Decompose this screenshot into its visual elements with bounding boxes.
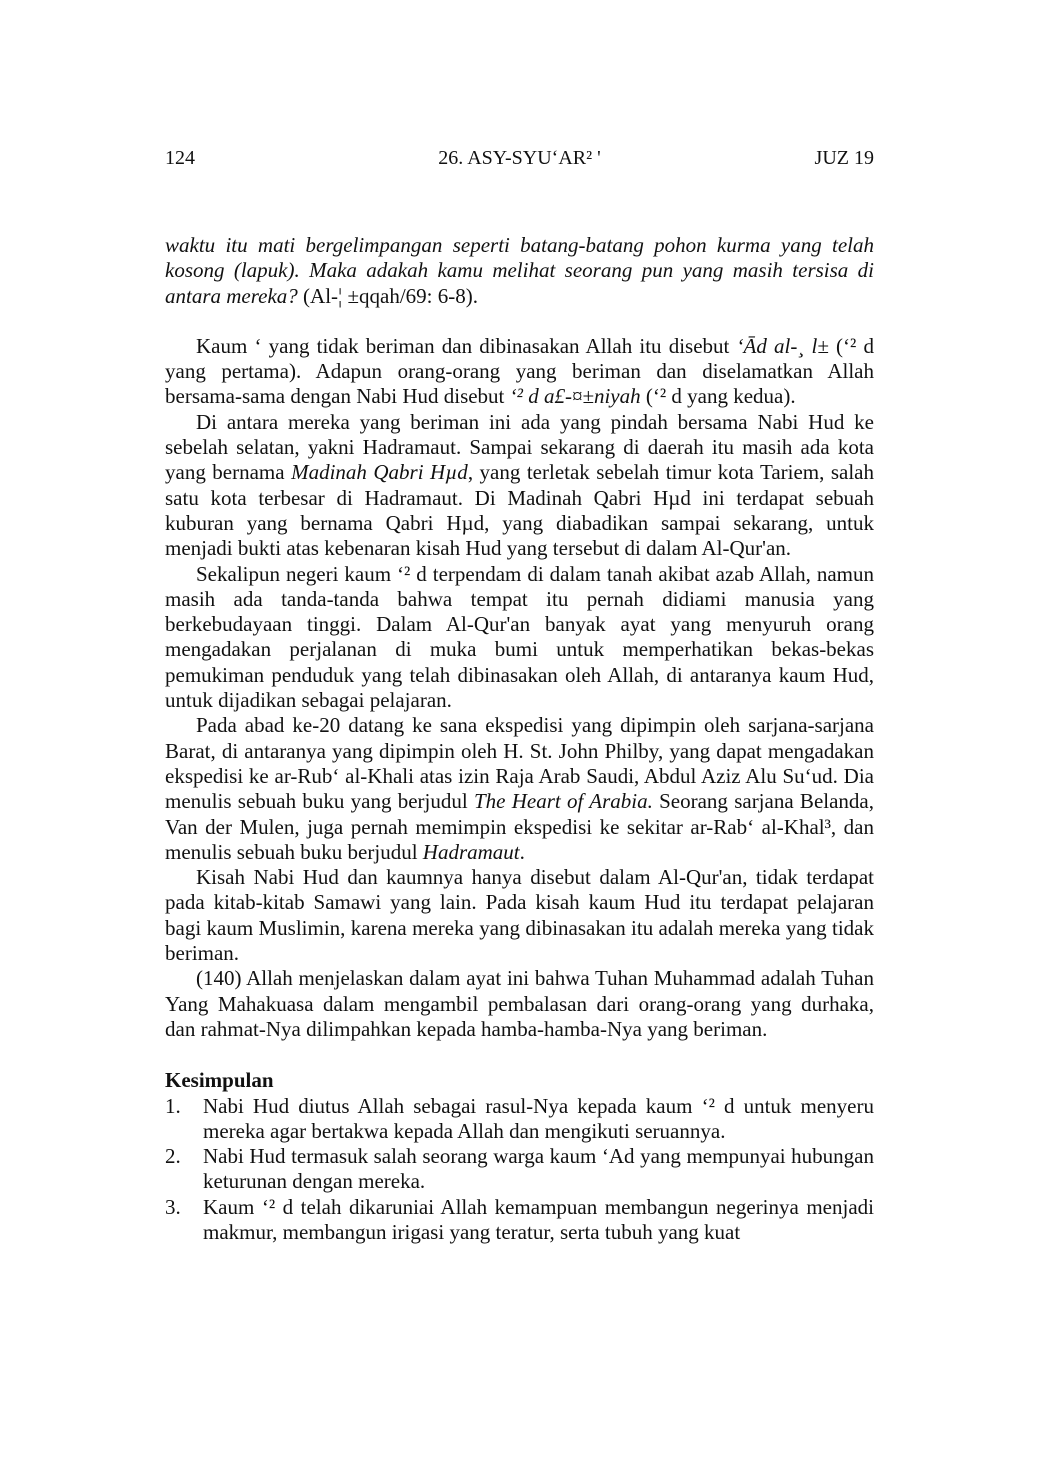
list-item — [165, 1094, 874, 1145]
paragraph-4 — [165, 713, 874, 865]
p2-text-b: , yang terletak sebelah timur kota Tariem, salah satu kota terbesar di Hadramaut. Di Madinah Qabri Hµd ini terdapat sebuah kuburan yang bernama Qabri Hµd, yang diabadikan sampai sekarang, untuk menjadi bukti atas kebenaran kisah Hud yang tersebut di dalam Al-Qur'an. — [165, 460, 874, 561]
spacer — [165, 1042, 874, 1068]
p1-text-b: (‘² d yang pertama). Adapun orang-orang yang beriman dan diselamatkan Allah bersama-sama dengan Nabi Hud disebut — [165, 333, 874, 409]
list-number: 1. — [165, 1093, 181, 1118]
p4-italic-1: The Heart of Arabia. — [473, 789, 653, 814]
page-number: 124 — [165, 147, 195, 169]
paragraph-2 — [165, 410, 874, 562]
paragraph-6: (140) Allah menjelaskan dalam ayat ini bahwa Tuhan Muhammad adalah Tuhan Yang Mahakuasa dalam mengambil pembalasan dari orang-orang yang durhaka, dan rahmat-Nya dilimpahkan kepada hamba-hamba-Nya yang beriman. — [165, 966, 874, 1041]
quote-paragraph — [165, 233, 874, 309]
conclusion-list — [165, 1094, 874, 1246]
list-text: Kaum ‘² d telah dikaruniai Allah kemampuan membangun negerinya menjadi makmur, membangun irigasi yang teratur, serta tubuh yang kuat — [203, 1194, 874, 1244]
paragraph-5: Kisah Nabi Hud dan kaumnya hanya disebut dalam Al-Qur'an, tidak terdapat pada kitab-kitab Samawi yang lain. Pada kisah kaum Hud itu terdapat pelajaran bagi kaum Muslimin, karena mereka yang dibinasakan itu adalah mereka yang tidak beriman. — [165, 865, 874, 966]
list-number: 3. — [165, 1194, 181, 1219]
p2-italic-1: Madinah Qabri Hµd — [291, 460, 468, 485]
p1-text-a: Kaum ‘ yang tidak beriman dan dibinasakan Allah itu disebut — [196, 333, 737, 358]
juz-label: JUZ 19 — [814, 147, 874, 169]
p1-italic-2: ‘² d a£-¤±niyah — [509, 384, 641, 409]
p4-italic-2: Hadramaut — [422, 839, 520, 864]
p4-text-c: . — [519, 839, 525, 864]
list-text: Nabi Hud diutus Allah sebagai rasul-Nya kepada kaum ‘² d untuk menyeru mereka agar bertakwa kepada Allah dan mengikuti seruannya. — [203, 1093, 874, 1143]
spacer — [165, 309, 874, 334]
main-text — [165, 233, 874, 1245]
running-header — [165, 146, 874, 172]
paragraph-3: Sekalipun negeri kaum ‘² d terpendam di dalam tanah akibat azab Allah, namun masih ada tanda-tanda bahwa tempat itu pernah didiami manusia yang berkebudayaan tinggi. Dalam Al-Qur'an banyak ayat yang menyuruh orang mengadakan perjalanan di muka bumi untuk memperhatikan bekas-bekas pemukiman penduduk yang telah dibinasakan oleh Allah, di antaranya kaum Hud, untuk dijadikan sebagai pelajaran. — [165, 561, 874, 713]
p4-text-a: Pada abad ke-20 datang ke sana ekspedisi yang dipimpin oleh sarjana-sarjana Barat, di antaranya yang dipimpin oleh H. St. John Philby, yang dapat mengadakan ekspedisi ke ar-Rub‘ al-Khali atas izin Raja Arab Saudi, Abdul Aziz Alu Su‘ud. Dia menulis sebuah buku yang berjudul — [165, 713, 874, 814]
quote-reference: (Al-¦ ±qqah/69: 6-8). — [297, 283, 478, 308]
p2-text-a: Di antara mereka yang beriman ini ada yang pindah bersama Nabi Hud ke sebelah selatan, yakni Hadramaut. Sampai sekarang di daerah itu masih ada kota yang bernama — [165, 409, 874, 485]
quote-italic: waktu itu mati bergelimpangan seperti batang-batang pohon kurma yang telah kosong (lapuk). Maka adakah kamu melihat seorang pun yang masih tersisa di antara mereka? — [165, 233, 874, 308]
surah-title: 26. ASY-SYU‘AR² ' — [438, 147, 601, 169]
list-number: 2. — [165, 1144, 181, 1169]
list-item — [165, 1144, 874, 1195]
p1-italic-1: ‘Ād al-¸ l± — [736, 333, 829, 358]
p4-text-b: Seorang sarjana Belanda, Van der Mulen, juga pernah memimpin ekspedisi ke sekitar ar-Rab‘ al-Khal³, dan menulis sebuah buku berjudul — [165, 789, 874, 864]
paragraph-1 — [165, 334, 874, 410]
p1-text-c: (‘² d yang kedua). — [640, 384, 796, 409]
list-text: Nabi Hud termasuk salah seorang warga kaum ‘Ad yang mempunyai hubungan keturunan dengan mereka. — [203, 1144, 874, 1194]
list-item — [165, 1195, 874, 1246]
conclusion-heading: Kesimpulan — [165, 1068, 274, 1093]
